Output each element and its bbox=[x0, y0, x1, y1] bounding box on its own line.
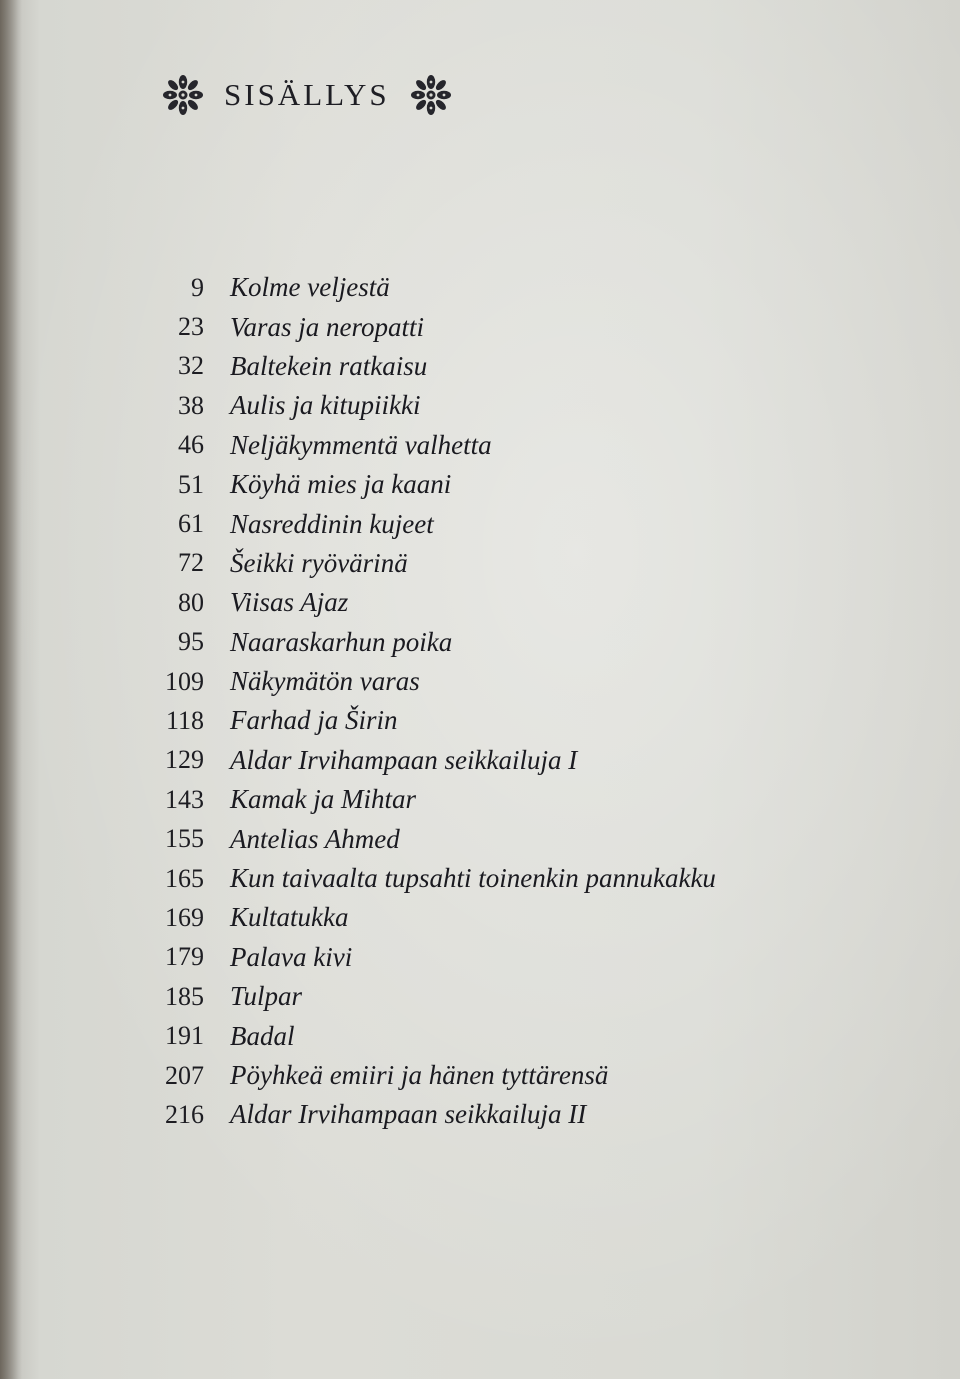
toc-page-number: 129 bbox=[165, 745, 204, 775]
table-of-contents bbox=[120, 268, 880, 1135]
toc-entry-title: Kolme veljestä bbox=[230, 272, 390, 303]
toc-row bbox=[120, 780, 880, 819]
toc-row bbox=[120, 859, 880, 898]
toc-row bbox=[120, 741, 880, 780]
toc-entry-title: Kamak ja Mihtar bbox=[230, 784, 416, 815]
toc-entry-title: Kultatukka bbox=[230, 902, 349, 933]
toc-page-number: 38 bbox=[178, 390, 204, 420]
toc-page-number: 185 bbox=[165, 981, 204, 1011]
toc-row bbox=[120, 623, 880, 662]
toc-entry-title: Aldar Irvihampaan seikkailuja I bbox=[230, 744, 578, 775]
toc-entry-title: Pöyhkeä emiiri ja hänen tyttärensä bbox=[230, 1060, 609, 1090]
toc-entry-title: Kun taivaalta tupsahti toinenkin pannukakku bbox=[230, 863, 716, 894]
toc-row bbox=[120, 386, 880, 425]
toc-row bbox=[120, 819, 880, 858]
toc-page-number: 191 bbox=[165, 1021, 204, 1051]
toc-row bbox=[120, 662, 880, 701]
toc-page-number: 155 bbox=[165, 824, 204, 854]
toc-page-number: 46 bbox=[178, 430, 204, 460]
toc-entry-title: Näkymätön varas bbox=[230, 666, 420, 697]
floral-ornament-icon bbox=[160, 72, 206, 118]
toc-page-number: 207 bbox=[165, 1060, 204, 1090]
toc-entry-title: Aldar Irvihampaan seikkailuja II bbox=[230, 1099, 587, 1130]
toc-row bbox=[120, 583, 880, 622]
toc-entry-title: Köyhä mies ja kaani bbox=[230, 469, 452, 500]
toc-entry-title: Varas ja neropatti bbox=[230, 311, 425, 342]
toc-row bbox=[120, 1095, 880, 1134]
page-header bbox=[160, 70, 454, 120]
toc-row bbox=[120, 898, 880, 937]
toc-row bbox=[120, 977, 880, 1016]
toc-page-number: 51 bbox=[178, 469, 204, 499]
floral-ornament-icon bbox=[408, 72, 454, 118]
toc-entry-title: Antelias Ahmed bbox=[230, 823, 400, 854]
toc-row bbox=[120, 268, 880, 307]
toc-page-number: 179 bbox=[165, 942, 204, 972]
toc-page-number: 118 bbox=[165, 705, 204, 735]
toc-entry-title: Baltekein ratkaisu bbox=[230, 350, 428, 381]
toc-entry-title: Neljäkymmentä valhetta bbox=[230, 429, 492, 460]
toc-row bbox=[120, 1016, 880, 1055]
toc-page-number: 72 bbox=[178, 548, 204, 578]
toc-entry-title: Badal bbox=[230, 1020, 295, 1051]
toc-page-number: 143 bbox=[165, 784, 204, 814]
toc-entry-title: Aulis ja kitupiikki bbox=[230, 390, 421, 421]
toc-entry-title: Nasreddinin kujeet bbox=[230, 508, 434, 539]
toc-row bbox=[120, 504, 880, 543]
toc-entry-title: Šeikki ryövärinä bbox=[230, 547, 408, 578]
toc-page-number: 95 bbox=[178, 627, 204, 657]
toc-page-number: 9 bbox=[191, 272, 204, 302]
toc-page-number: 169 bbox=[165, 902, 204, 932]
toc-row bbox=[120, 426, 880, 465]
toc-row bbox=[120, 938, 880, 977]
toc-row bbox=[120, 307, 880, 346]
toc-page-number: 32 bbox=[178, 351, 204, 381]
toc-row bbox=[120, 1056, 880, 1095]
toc-row bbox=[120, 465, 880, 504]
toc-entry-title: Tulpar bbox=[230, 981, 303, 1012]
toc-page-number: 23 bbox=[178, 312, 204, 342]
page-title: SISÄLLYS bbox=[224, 77, 390, 112]
toc-row bbox=[120, 701, 880, 740]
toc-entry-title: Viisas Ajaz bbox=[230, 587, 349, 618]
toc-entry-title: Palava kivi bbox=[230, 941, 353, 972]
toc-entry-title: Farhad ja Širin bbox=[230, 705, 398, 736]
toc-page-number: 165 bbox=[165, 863, 204, 893]
toc-page-number: 80 bbox=[178, 587, 204, 617]
toc-page-number: 61 bbox=[178, 509, 204, 539]
toc-row bbox=[120, 544, 880, 583]
toc-entry-title: Naaraskarhun poika bbox=[230, 626, 453, 657]
toc-page-number: 109 bbox=[165, 666, 204, 696]
toc-page-number: 216 bbox=[165, 1099, 204, 1129]
toc-row bbox=[120, 347, 880, 386]
